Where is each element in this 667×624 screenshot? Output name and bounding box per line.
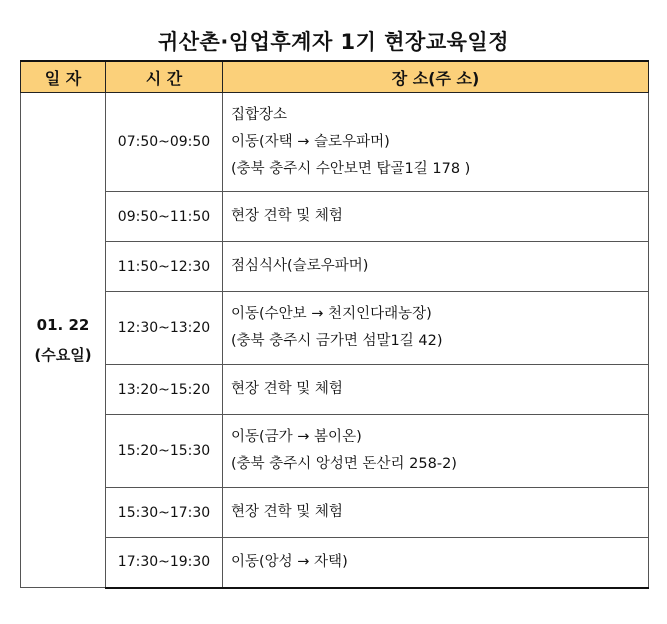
header-row [21, 61, 649, 93]
place-cell [223, 488, 649, 538]
place-line: 이동(자택 → 슬로우파머) [231, 133, 390, 150]
place-line: 점심식사(슬로우파머) [231, 258, 369, 274]
place-line: 현장 견학 및 체험 [231, 208, 343, 224]
place-line: (충북 충주시 앙성면 돈산리 258-2) [231, 456, 457, 472]
date-value: 01. 22 [36, 316, 90, 334]
table-row [21, 538, 649, 588]
page-title: 귀산촌·임업후계자 1기 현장교육일정 [157, 30, 509, 54]
place-line: (충북 충주시 금가면 섬말1길 42) [231, 333, 443, 349]
table-row [21, 242, 649, 292]
place-cell [223, 415, 649, 488]
place-line: 이동(금가 → 봄이온) [231, 429, 362, 445]
place-cell [223, 292, 649, 365]
table-row [21, 365, 649, 415]
table-row [21, 93, 649, 192]
header-date: 일 자 [21, 61, 106, 93]
place-cell [223, 93, 649, 192]
time-cell: 15:20~15:30 [106, 415, 223, 488]
date-cell [21, 93, 106, 588]
place-line: 이동(수안보 → 천지인다래농장) [231, 306, 432, 322]
place-line: 이동(앙성 → 자택) [231, 553, 348, 570]
table-row [21, 488, 649, 538]
time-cell: 07:50~09:50 [106, 93, 223, 192]
table-row [21, 192, 649, 242]
place-line: (충북 충주시 수안보면 탑골1길 178 ) [231, 160, 471, 177]
table-row [21, 415, 649, 488]
day-of-week: (수요일) [34, 346, 92, 364]
header-place: 장 소(주 소) [223, 61, 649, 93]
place-cell [223, 538, 649, 588]
place-cell [223, 242, 649, 292]
header-time: 시 간 [106, 61, 223, 93]
schedule-table [20, 60, 649, 589]
place-line: 집합장소 [231, 106, 288, 123]
place-cell [223, 365, 649, 415]
time-cell: 13:20~15:20 [106, 365, 223, 415]
time-cell: 17:30~19:30 [106, 538, 223, 588]
time-cell: 11:50~12:30 [106, 242, 223, 292]
table-row [21, 292, 649, 365]
place-cell [223, 192, 649, 242]
time-cell: 12:30~13:20 [106, 292, 223, 365]
place-line: 현장 견학 및 체험 [231, 504, 343, 520]
time-cell: 15:30~17:30 [106, 488, 223, 538]
time-cell: 09:50~11:50 [106, 192, 223, 242]
place-line: 현장 견학 및 체험 [231, 381, 343, 397]
